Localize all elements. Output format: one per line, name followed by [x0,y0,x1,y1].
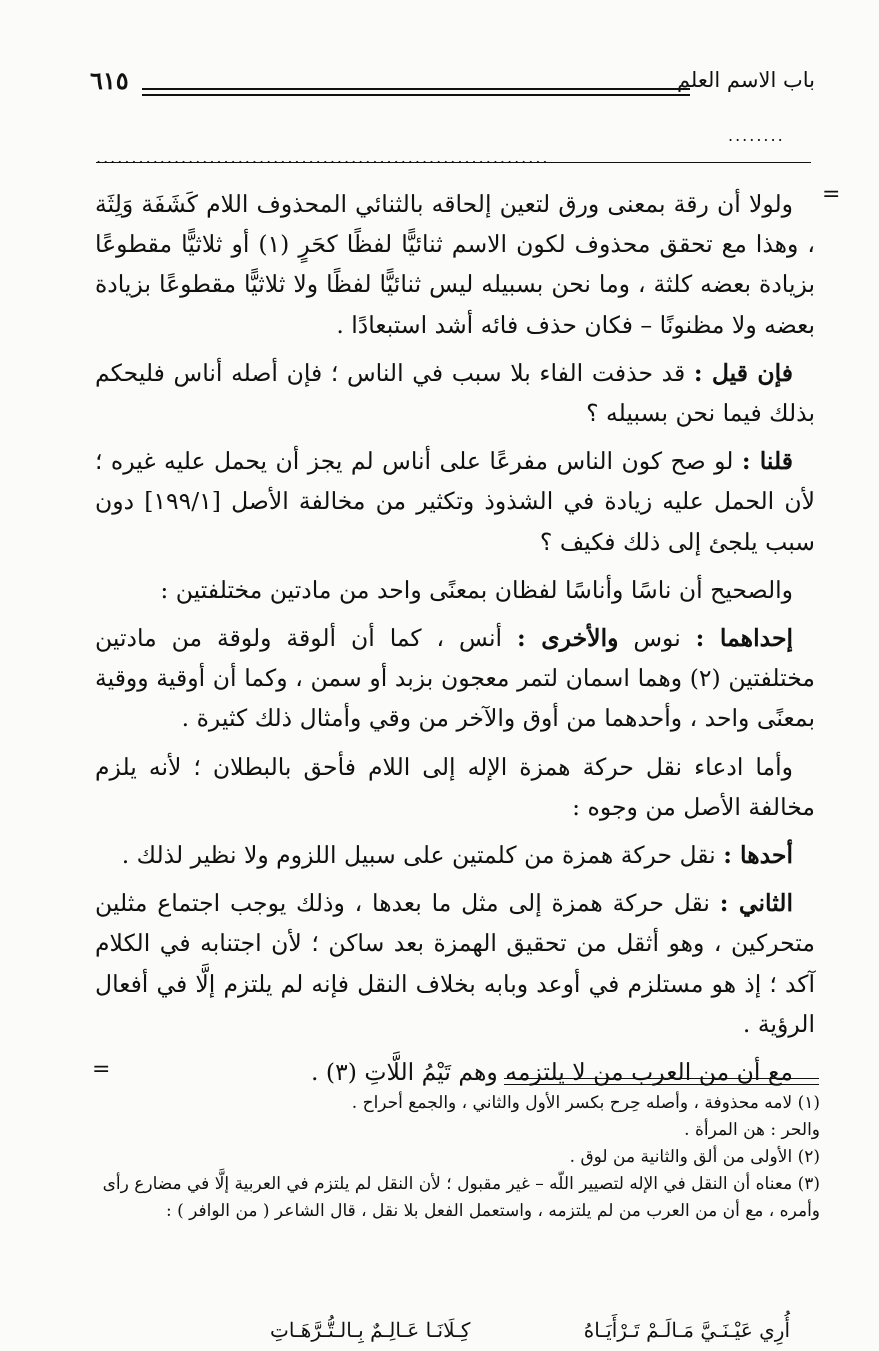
body-text [95,184,815,1100]
paragraph-7-text: نقل حركة همزة من كلمتين على سبيل اللزوم ولا نظير لذلك . [121,841,724,870]
dotted-line-long: ................................................................ [96,148,550,167]
paragraph-3 [95,441,815,562]
header-rule-bottom [142,94,690,96]
dotted-line-short: ........ [728,126,785,145]
paragraph-7 [95,835,815,875]
paragraph-5 [95,618,815,739]
paragraph-3-lead: قلنا : [741,447,793,476]
paragraph-8-lead: الثاني : [719,889,793,918]
paragraph-2-text: قد حذفت الفاء بلا سبب في الناس ؛ فإن أصله أناس فليحكم بذلك فيما نحن بسبيله ؟ [95,358,815,428]
paragraph-8-text: نقل حركة همزة إلى مثل ما بعدها ، وذلك يوجب اجتماع مثلين متحركين ، وهو أثقل من تحقيق الهمزة بعد ساكن ؛ لأن اجتنابه في الكلام آكد ؛ إذ هو مستلزم في أوعد وبابه بخلاف النقل فإنه لم يلتزم إلَّا في أفعال الرؤية . [95,889,815,1038]
paragraph-5-text: أنس ، كما أن ألوقة ولوقة من مادتين مختلفتين (٢) وهما اسمان لتمر معجون بزبد أو سمن ، وكما أن أوقية ووقية بمعنًى واحد ، وأحدهما من أوق والآخر من وقي وأمثال ذلك كثيرة . [95,624,815,733]
header-separator [96,162,811,163]
header-rule-top [142,88,690,90]
running-title: باب الاسم العلم [676,68,815,92]
paragraph-2 [95,353,815,433]
paragraph-2-lead: فإن قيل : [693,358,794,387]
verse-second-hemistich: كِـلَانَـا عَـالِـمٌ بِـالـتُّـرَّهَـاتِ [270,1318,471,1342]
footnote-rule-top [504,1078,819,1079]
paragraph-4: والصحيح أن ناسًا وأناسًا لفظان بمعنًى واحد من مادتين مختلفتين : [160,575,793,604]
footnotes [100,1090,820,1225]
continuation-mark-bottom: = [92,1057,111,1082]
footnote-1-continued: والحر : هن المرأة . [684,1120,820,1140]
continuation-mark-top: = [822,182,841,207]
paragraph-5-lead2: والأخرى : [516,624,619,653]
paragraph-7-lead: أحدها : [723,841,793,870]
paragraph-1: ولولا أن رقة بمعنى ورق لتعين إلحاقه بالثنائي المحذوف اللام كَشَفَة وَلِثَة ، وهذا مع تحقق محذوف لكون الاسم ثنائيًّا لفظًا كحَرٍ (١) أو ثلاثيًّا مقطوعًا بزيادة بعضه كلثة ، وما نحن بسبيله ليس ثنائيًّا لفظًا ولا ثلاثيًّا مقطوعًا بزيادة بعضه ولا مظنونًا – فكان حذف فائه أشد استبعادًا . [95,190,816,339]
footnote-3: (٣) معناه أن النقل في الإله لتصيير اللّه – غير مقبول ؛ لأن النقل لم يلتزم في العربية إلَّا في مضارع رأى وأمره ، مع أن من العرب من لم يلتزمه ، واستعمل الفعل بلا نقل ، قال الشاعر ( من الوافر ) : [102,1174,820,1221]
verse-first-hemistich: أُرِي عَيْـنَـيَّ مَـالَـمْ تَـرْأَيَـاهُ [583,1318,790,1342]
paragraph-8 [95,883,815,1044]
footnote-1: (١) لامه محذوفة ، وأصله حِرح بكسر الأول والثاني ، والجمع أحراح . [351,1093,820,1113]
poetry-verse [270,1318,790,1342]
paragraph-5-mid: نوس [618,624,696,653]
paragraph-5-lead: إحداهما : [695,624,793,653]
footnote-rule-bottom [504,1084,819,1085]
paragraph-3-text: لو صح كون الناس مفرعًا على أناس لم يجز أن يحمل عليه غيره ؛ لأن الحمل عليه زيادة في الشذوذ وتكثير من مخالفة الأصل [١٩٩/١] دون سبب يلجئ إلى ذلك فكيف ؟ [95,447,815,556]
paragraph-9: مع أن من العرب من لا يلتزمه وهم تَيْمُ اللَّاتِ (٣) . [310,1058,793,1087]
page-header [90,64,815,114]
paragraph-6: وأما ادعاء نقل حركة همزة الإله إلى اللام فأحق بالبطلان ؛ لأنه يلزم مخالفة الأصل من وجوه : [95,752,815,821]
page-number: ٦١٥ [90,66,129,95]
footnote-2: (٢) الأولى من ألق والثانية من لوق . [569,1147,820,1167]
